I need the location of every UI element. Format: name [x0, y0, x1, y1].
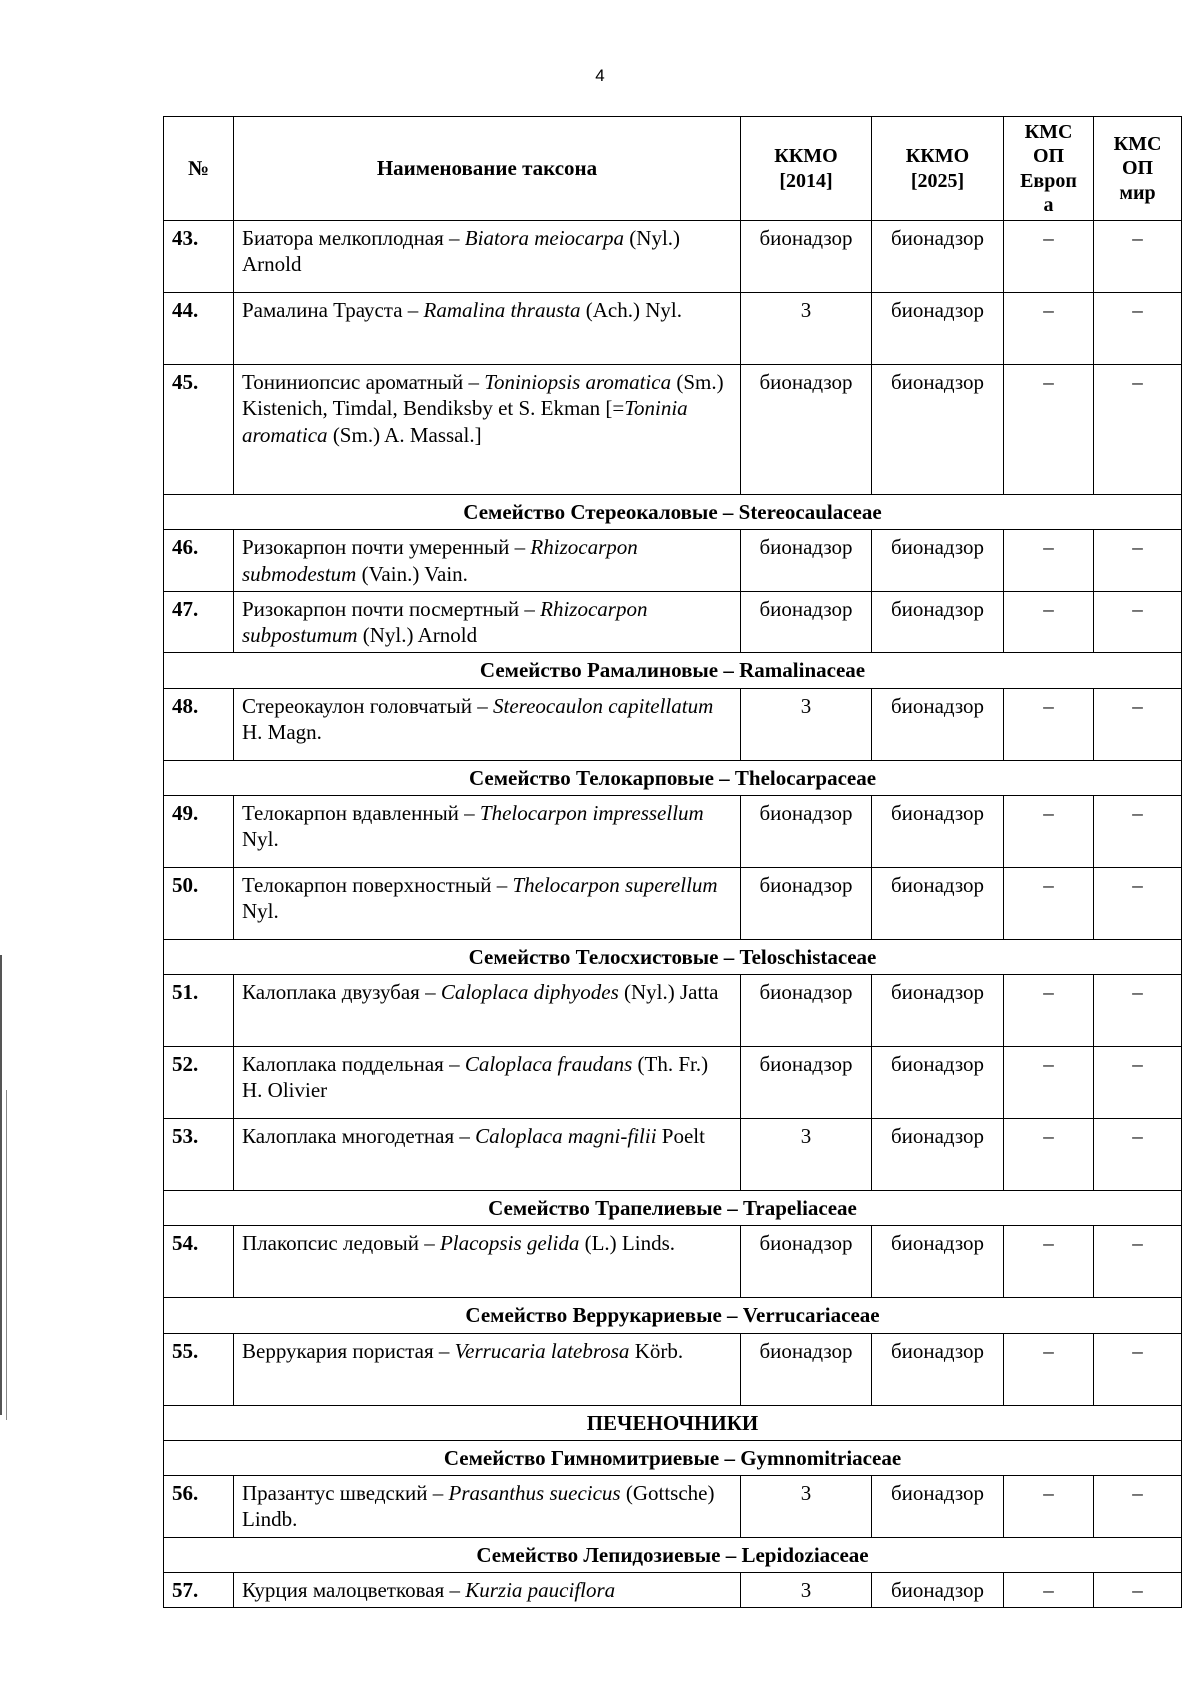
russian-name: Ризокарпон почти посмертный — [242, 596, 520, 621]
author: Poelt — [656, 1124, 705, 1148]
status-kms-europe: – — [1004, 795, 1094, 867]
status-kms-world: – — [1094, 975, 1182, 1047]
status-kms-world: – — [1094, 365, 1182, 495]
table-row — [164, 1226, 1182, 1298]
separator: – — [472, 693, 494, 718]
status-kkmo-2025: бионадзор — [872, 221, 1004, 293]
row-number: 47. — [164, 591, 234, 653]
family-row — [164, 1191, 1182, 1226]
latin-name: Stereocaulon capitellatum — [493, 693, 714, 718]
latin-name: Caloplaca magni-filii — [475, 1124, 657, 1148]
latin-name: Placopsis gelida — [439, 1231, 580, 1256]
table-row — [164, 1572, 1182, 1607]
status-kms-world: – — [1094, 221, 1182, 293]
status-kkmo-2014: бионадзор — [741, 1333, 872, 1405]
author: Nyl. — [242, 899, 279, 923]
header-num: № — [164, 117, 234, 221]
status-kkmo-2025: бионадзор — [872, 975, 1004, 1047]
status-kms-europe: – — [1004, 1119, 1094, 1191]
separator: – — [444, 1577, 466, 1602]
status-kms-world: – — [1094, 1333, 1182, 1405]
row-number: 50. — [164, 867, 234, 939]
header-kms-europe: КМС ОП Европ а — [1004, 117, 1094, 221]
scan-edge-mark — [0, 955, 2, 1415]
table-row — [164, 530, 1182, 592]
russian-name: Ризокарпон почти умеренный — [242, 535, 510, 560]
status-kms-world: – — [1094, 867, 1182, 939]
table-row — [164, 293, 1182, 365]
status-kkmo-2014: 3 — [741, 1476, 872, 1538]
status-kkmo-2025: бионадзор — [872, 1476, 1004, 1538]
latin-name: Thelocarpon superellum — [512, 872, 718, 897]
author: (Th. Fr.) H. Olivier — [242, 1052, 709, 1103]
separator: – — [509, 535, 531, 560]
russian-name: Калоплака многодетная — [242, 1124, 455, 1148]
russian-name: Курция малоцветковая — [242, 1577, 445, 1602]
status-kkmo-2014: бионадзор — [741, 591, 872, 653]
author: (Vain.) Vain. — [356, 561, 468, 586]
table-row — [164, 1476, 1182, 1538]
table-row — [164, 688, 1182, 760]
taxon-name — [234, 867, 741, 939]
taxon-name — [234, 221, 741, 293]
status-kms-europe: – — [1004, 293, 1094, 365]
status-kkmo-2014: 3 — [741, 1119, 872, 1191]
taxon-name — [234, 1572, 741, 1607]
separator: – — [454, 1124, 476, 1148]
status-kms-europe: – — [1004, 221, 1094, 293]
status-kkmo-2014: бионадзор — [741, 975, 872, 1047]
family-heading: Семейство Веррукариевые – Verrucariaceae — [164, 1298, 1182, 1333]
separator: – — [443, 226, 465, 250]
latin-name: Ramalina thrausta — [423, 298, 581, 322]
author: Körb. — [629, 1338, 684, 1363]
taxon-name — [234, 1119, 741, 1191]
status-kkmo-2025: бионадзор — [872, 1572, 1004, 1607]
status-kms-europe: – — [1004, 1226, 1094, 1298]
family-row — [164, 939, 1182, 974]
row-number: 57. — [164, 1572, 234, 1607]
status-kms-europe: – — [1004, 591, 1094, 653]
header-row — [164, 117, 1182, 221]
separator: – — [519, 596, 541, 621]
separator: – — [418, 1231, 440, 1256]
status-kkmo-2014: 3 — [741, 293, 872, 365]
table-row — [164, 1333, 1182, 1405]
separator: – — [463, 370, 485, 394]
table-row — [164, 867, 1182, 939]
separator: – — [419, 980, 441, 1004]
separator: – — [458, 800, 480, 825]
status-kkmo-2025: бионадзор — [872, 365, 1004, 495]
group-row — [164, 1405, 1182, 1440]
family-row — [164, 1440, 1182, 1475]
status-kkmo-2014: 3 — [741, 1572, 872, 1607]
family-heading: Семейство Стереокаловые – Stereocaulaceae — [164, 495, 1182, 530]
latin-name: Caloplaca diphyodes — [440, 980, 619, 1004]
status-kms-world: – — [1094, 688, 1182, 760]
row-number: 53. — [164, 1119, 234, 1191]
status-kms-world: – — [1094, 530, 1182, 592]
author: H. Magn. — [242, 719, 322, 744]
status-kkmo-2014: бионадзор — [741, 795, 872, 867]
table-body — [164, 221, 1182, 1608]
latin-name: Kurzia pauciflora — [465, 1577, 616, 1602]
status-kkmo-2025: бионадзор — [872, 1226, 1004, 1298]
russian-name: Веррукария пористая — [242, 1338, 434, 1363]
separator: – — [433, 1338, 455, 1363]
header-taxon-name: Наименование таксона — [234, 117, 741, 221]
status-kms-europe: – — [1004, 867, 1094, 939]
taxon-name — [234, 591, 741, 653]
taxon-name — [234, 1047, 741, 1119]
family-heading: Семейство Гимномитриевые – Gymnomitriaceae — [164, 1440, 1182, 1475]
status-kkmo-2025: бионадзор — [872, 1047, 1004, 1119]
table-row — [164, 975, 1182, 1047]
status-kms-europe: – — [1004, 688, 1094, 760]
latin-name: Biatora meiocarpa — [464, 226, 625, 250]
latin-name: Rhizocarpon subpostumum — [242, 596, 648, 647]
russian-name: Рамалина Трауста — [242, 298, 403, 322]
status-kkmo-2025: бионадзор — [872, 795, 1004, 867]
status-kkmo-2025: бионадзор — [872, 530, 1004, 592]
row-number: 46. — [164, 530, 234, 592]
status-kkmo-2014: бионадзор — [741, 365, 872, 495]
table-row — [164, 1119, 1182, 1191]
russian-name: Телокарпон вдавленный — [242, 800, 459, 825]
family-heading: Семейство Телокарповые – Thelocarpaceae — [164, 760, 1182, 795]
row-number: 45. — [164, 365, 234, 495]
separator: – — [491, 872, 513, 897]
latin-name: Rhizocarpon submodestum — [242, 535, 638, 586]
status-kms-world: – — [1094, 591, 1182, 653]
taxon-name — [234, 530, 741, 592]
taxon-name — [234, 688, 741, 760]
taxon-name — [234, 1333, 741, 1405]
latin-name: Thelocarpon impressellum — [479, 800, 704, 825]
author: (Nyl.) Jatta — [618, 980, 719, 1004]
table-row — [164, 1047, 1182, 1119]
scan-edge-mark — [6, 1090, 7, 1420]
status-kkmo-2025: бионадзор — [872, 867, 1004, 939]
row-number: 44. — [164, 293, 234, 365]
family-row — [164, 1298, 1182, 1333]
russian-name: Телокарпон поверхностный — [242, 872, 492, 897]
status-kkmo-2025: бионадзор — [872, 293, 1004, 365]
group-heading: ПЕЧЕНОЧНИКИ — [164, 1405, 1182, 1440]
latin-name: Caloplaca fraudans — [464, 1052, 633, 1076]
latin-name: Prasanthus suecicus — [448, 1481, 621, 1505]
table-row — [164, 795, 1182, 867]
family-heading: Семейство Трапелиевые – Trapeliaceae — [164, 1191, 1182, 1226]
family-row — [164, 1537, 1182, 1572]
page-number: 4 — [595, 66, 605, 85]
status-kkmo-2025: бионадзор — [872, 688, 1004, 760]
russian-name: Празантус шведский — [242, 1481, 428, 1505]
russian-name: Калоплака поддельная — [242, 1052, 444, 1076]
family-row — [164, 495, 1182, 530]
author: (Ach.) Nyl. — [580, 298, 682, 322]
status-kkmo-2025: бионадзор — [872, 591, 1004, 653]
latin-name: Verrucaria latebrosa — [454, 1338, 630, 1363]
status-kms-europe: – — [1004, 1572, 1094, 1607]
taxon-name — [234, 365, 741, 495]
table-row — [164, 591, 1182, 653]
status-kkmo-2025: бионадзор — [872, 1333, 1004, 1405]
family-heading: Семейство Рамалиновые – Ramalinaceae — [164, 653, 1182, 688]
header-kkmo-2025: ККМО [2025] — [872, 117, 1004, 221]
status-kkmo-2014: бионадзор — [741, 1047, 872, 1119]
russian-name: Калоплака двузубая — [242, 980, 420, 1004]
latin-synonym: Toninia aromatica — [242, 396, 688, 447]
separator: – — [402, 298, 424, 322]
taxon-name — [234, 795, 741, 867]
status-kkmo-2014: бионадзор — [741, 530, 872, 592]
family-row — [164, 653, 1182, 688]
row-number: 54. — [164, 1226, 234, 1298]
row-number: 56. — [164, 1476, 234, 1538]
family-row — [164, 760, 1182, 795]
table-row — [164, 221, 1182, 293]
row-number: 52. — [164, 1047, 234, 1119]
row-number: 43. — [164, 221, 234, 293]
status-kms-europe: – — [1004, 975, 1094, 1047]
family-heading: Семейство Телосхистовые – Teloschistaceae — [164, 939, 1182, 974]
status-kms-world: – — [1094, 293, 1182, 365]
russian-name: Плакопсис ледовый — [242, 1231, 419, 1256]
status-kkmo-2014: бионадзор — [741, 867, 872, 939]
row-number: 51. — [164, 975, 234, 1047]
status-kms-europe: – — [1004, 1333, 1094, 1405]
latin-name: Toniniopsis aromatica — [484, 370, 672, 394]
separator: – — [427, 1481, 449, 1505]
status-kms-world: – — [1094, 1226, 1182, 1298]
header-kkmo-2014: ККМО [2014] — [741, 117, 872, 221]
row-number: 49. — [164, 795, 234, 867]
author-synonym: (Sm.) A. Massal.] — [327, 422, 482, 447]
status-kkmo-2025: бионадзор — [872, 1119, 1004, 1191]
status-kms-world: – — [1094, 1119, 1182, 1191]
russian-name: Стереокаулон головчатый — [242, 693, 473, 718]
status-kms-europe: – — [1004, 1476, 1094, 1538]
author: Nyl. — [242, 827, 279, 851]
status-kkmo-2014: бионадзор — [741, 221, 872, 293]
taxa-table — [163, 116, 1182, 1608]
table-row — [164, 365, 1182, 495]
status-kms-world: – — [1094, 1572, 1182, 1607]
author: (Gottsche) Lindb. — [242, 1481, 715, 1532]
russian-name: Тониниопсис ароматный — [242, 370, 464, 394]
status-kms-europe: – — [1004, 1047, 1094, 1119]
taxon-name — [234, 975, 741, 1047]
taxon-name — [234, 1476, 741, 1538]
author: (L.) Linds. — [579, 1231, 676, 1256]
taxon-name — [234, 1226, 741, 1298]
taxon-name — [234, 293, 741, 365]
separator: – — [443, 1052, 465, 1076]
family-heading: Семейство Лепидозиевые – Lepidoziaceae — [164, 1537, 1182, 1572]
status-kkmo-2014: 3 — [741, 688, 872, 760]
author: (Sm.) Kistenich, Timdal, Bendiksby et S. Ekman [= — [242, 370, 724, 421]
author: (Nyl.) Arnold — [357, 623, 478, 647]
status-kms-europe: – — [1004, 530, 1094, 592]
author: (Nyl.) Arnold — [242, 226, 681, 277]
header-kms-world: КМС ОП мир — [1094, 117, 1182, 221]
status-kms-europe: – — [1004, 365, 1094, 495]
status-kkmo-2014: бионадзор — [741, 1226, 872, 1298]
russian-name: Биатора мелкоплодная — [242, 226, 444, 250]
row-number: 48. — [164, 688, 234, 760]
row-number: 55. — [164, 1333, 234, 1405]
status-kms-world: – — [1094, 795, 1182, 867]
status-kms-world: – — [1094, 1476, 1182, 1538]
status-kms-world: – — [1094, 1047, 1182, 1119]
